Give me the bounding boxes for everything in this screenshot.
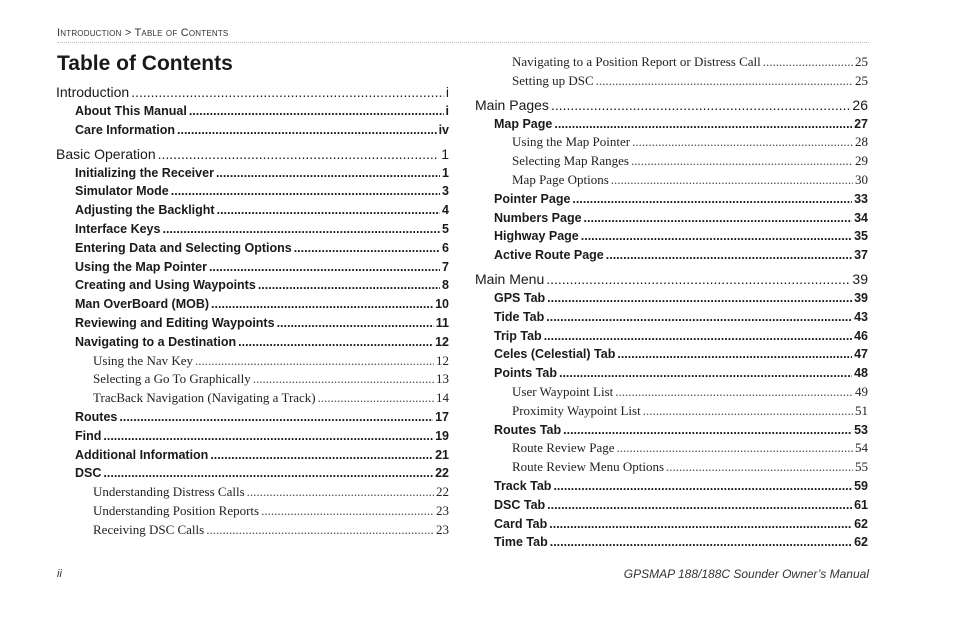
- dot-leader: [554, 115, 852, 134]
- toc-page-number: 62: [854, 535, 868, 550]
- dot-leader: [572, 190, 852, 209]
- toc-page-number: 22: [435, 466, 449, 481]
- toc-entry[interactable]: [56, 102, 449, 121]
- toc-entry[interactable]: [56, 314, 449, 333]
- toc-entry-label: Main Menu: [475, 270, 545, 287]
- toc-page-number: 49: [855, 383, 868, 399]
- toc-entry-label: Track Tab: [494, 478, 552, 493]
- toc-entry-label: Find: [75, 428, 102, 443]
- toc-page-number: 22: [436, 484, 449, 500]
- toc-entry-label: Numbers Page: [494, 210, 582, 225]
- toc-entry[interactable]: [56, 121, 449, 140]
- dot-leader: [544, 327, 852, 346]
- dot-leader: [632, 133, 853, 152]
- toc-subentry[interactable]: [56, 352, 449, 371]
- toc-entry-label: Man OverBoard (MOB): [75, 297, 210, 312]
- dot-leader: [666, 458, 853, 477]
- toc-entry-label: Active Route Page: [494, 248, 604, 263]
- dot-leader: [216, 164, 440, 183]
- dot-leader: [258, 276, 440, 295]
- breadcrumb: Introduction > Table of Contents: [57, 27, 229, 39]
- toc-left-column: [56, 83, 449, 540]
- toc-subentry[interactable]: [475, 133, 868, 152]
- dot-leader: [617, 345, 852, 364]
- toc-entry-label: Using the Map Pointer: [512, 134, 631, 150]
- toc-entry-label: Pointer Page: [494, 191, 571, 206]
- dot-leader: [119, 408, 433, 427]
- toc-entry-label: Additional Information: [75, 447, 209, 462]
- toc-subentry[interactable]: [475, 152, 868, 171]
- toc-entry[interactable]: [475, 477, 868, 496]
- toc-entry-label: Using the Nav Key: [93, 352, 194, 368]
- toc-entry[interactable]: [475, 327, 868, 346]
- toc-page-number: 13: [436, 371, 449, 387]
- toc-subentry[interactable]: [56, 502, 449, 521]
- dot-leader: [643, 402, 853, 421]
- dot-leader: [547, 496, 852, 515]
- toc-page-number: 53: [854, 422, 868, 437]
- toc-entry[interactable]: [475, 227, 868, 246]
- toc-page-number: 21: [435, 447, 449, 462]
- toc-entry-label: Main Pages: [475, 96, 549, 113]
- toc-subentry[interactable]: [56, 483, 449, 502]
- toc-page-number: 46: [854, 328, 868, 343]
- toc-entry[interactable]: [56, 182, 449, 201]
- toc-entry-label: Introduction: [56, 84, 130, 100]
- toc-page-number: 55: [855, 459, 868, 475]
- toc-entry[interactable]: [56, 201, 449, 220]
- toc-entry[interactable]: [475, 209, 868, 228]
- toc-page-number: 33: [854, 191, 868, 206]
- toc-page-number: 5: [442, 221, 449, 236]
- toc-subentry[interactable]: [475, 171, 868, 190]
- dot-leader: [615, 383, 853, 402]
- toc-entry-label: Route Review Page: [512, 440, 615, 456]
- toc-page-number: 3: [442, 184, 449, 199]
- toc-entry-label: Map Page: [494, 116, 553, 131]
- toc-entry-label: Setting up DSC: [512, 72, 594, 88]
- toc-entry-label: Selecting a Go To Graphically: [93, 371, 251, 387]
- dot-leader: [195, 352, 434, 371]
- toc-entry-label: Navigating to a Position Report or Distress Call: [512, 54, 761, 69]
- dot-leader: [547, 289, 852, 308]
- toc-page-number: 61: [854, 497, 868, 512]
- toc-entry-label: Proximity Waypoint List: [512, 402, 641, 418]
- toc-subentry[interactable]: [475, 458, 868, 477]
- toc-page-number: 30: [855, 171, 868, 187]
- toc-page-number: 17: [435, 409, 449, 424]
- toc-entry-label: Time Tab: [494, 535, 548, 550]
- dot-leader: [294, 239, 440, 258]
- toc-subentry[interactable]: [475, 53, 868, 72]
- toc-entry-label: Celes (Celestial) Tab: [494, 347, 616, 362]
- toc-entry[interactable]: [475, 421, 868, 440]
- dot-leader: [261, 502, 434, 521]
- toc-entry[interactable]: [56, 427, 449, 446]
- toc-page-number: 34: [854, 210, 868, 225]
- page-number: ii: [57, 568, 62, 580]
- toc-subentry[interactable]: [475, 72, 868, 91]
- toc-entry-label: Map Page Options: [512, 171, 609, 187]
- toc-subentry[interactable]: [56, 389, 449, 408]
- dot-leader: [546, 270, 850, 289]
- dot-leader: [210, 446, 433, 465]
- toc-page-number: 51: [855, 402, 868, 418]
- dot-leader: [277, 314, 434, 333]
- toc-page-number: iv: [438, 122, 449, 137]
- toc-entry-label: GPS Tab: [494, 290, 546, 305]
- toc-right-column: [475, 53, 868, 552]
- toc-entry[interactable]: [56, 164, 449, 183]
- dot-leader: [131, 83, 444, 102]
- toc-entry-label: Card Tab: [494, 516, 548, 531]
- dot-leader: [581, 227, 852, 246]
- dot-leader: [103, 464, 433, 483]
- toc-entry-label: Understanding Position Reports: [93, 502, 260, 518]
- dot-leader: [617, 439, 853, 458]
- toc-entry[interactable]: [56, 446, 449, 465]
- toc-entry-label: TracBack Navigation (Navigating a Track): [93, 390, 316, 406]
- toc-entry-label: Trip Tab: [494, 328, 542, 343]
- manual-title: GPSMAP 188/188C Sounder Owner’s Manual: [623, 567, 869, 581]
- toc-page-number: 1: [441, 145, 449, 162]
- toc-entry[interactable]: [475, 515, 868, 534]
- dot-leader: [546, 308, 852, 327]
- toc-subentry[interactable]: [56, 521, 449, 540]
- toc-page-number: 12: [435, 334, 449, 349]
- dot-leader: [559, 364, 852, 383]
- toc-page-number: i: [445, 84, 449, 100]
- toc-entry[interactable]: [56, 239, 449, 258]
- page-title: Table of Contents: [57, 52, 233, 75]
- toc-entry[interactable]: [56, 258, 449, 277]
- toc-page-number: 29: [855, 153, 868, 169]
- toc-page-number: 23: [436, 502, 449, 518]
- toc-page-number: 10: [435, 297, 449, 312]
- toc-page-number: 59: [854, 478, 868, 493]
- toc-page-number: 1: [442, 165, 449, 180]
- toc-page-number: 62: [854, 516, 868, 531]
- toc-page-number: 14: [436, 390, 449, 406]
- toc-page-number: 19: [435, 428, 449, 443]
- dot-leader: [549, 515, 852, 534]
- toc-entry[interactable]: [56, 464, 449, 483]
- toc-page-number: 27: [854, 116, 868, 131]
- dot-leader: [253, 370, 434, 389]
- toc-entry-label: About This Manual: [75, 104, 187, 118]
- toc-entry-label: Simulator Mode: [75, 184, 169, 199]
- toc-page-number: 6: [442, 240, 449, 255]
- toc-entry-label: Routes: [75, 409, 118, 424]
- toc-page-number: 11: [435, 315, 449, 330]
- dot-leader: [209, 258, 440, 277]
- toc-entry[interactable]: [475, 246, 868, 265]
- toc-page-number: 35: [854, 229, 868, 244]
- toc-entry[interactable]: [475, 345, 868, 364]
- toc-entry[interactable]: [475, 533, 868, 552]
- toc-entry[interactable]: [475, 364, 868, 383]
- dot-leader: [606, 246, 852, 265]
- toc-page-number: 25: [855, 54, 868, 69]
- toc-section-entry[interactable]: [56, 145, 449, 164]
- toc-entry-label: Points Tab: [494, 366, 557, 381]
- toc-entry-label: Receiving DSC Calls: [93, 521, 205, 537]
- toc-entry-label: Care Information: [75, 122, 176, 137]
- dot-leader: [158, 145, 440, 164]
- toc-entry-label: Interface Keys: [75, 221, 161, 236]
- dot-leader: [318, 389, 434, 408]
- toc-entry-label: Navigating to a Destination: [75, 334, 237, 349]
- toc-page-number: i: [445, 104, 449, 118]
- dot-leader: [550, 533, 852, 552]
- toc-entry-label: Reviewing and Editing Waypoints: [75, 315, 275, 330]
- toc-page-number: 12: [436, 352, 449, 368]
- toc-entry-label: Basic Operation: [56, 145, 156, 162]
- toc-entry-label: Route Review Menu Options: [512, 459, 665, 475]
- dot-leader: [177, 121, 437, 140]
- toc-entry-label: Tide Tab: [494, 309, 545, 324]
- dot-leader: [162, 220, 440, 239]
- dot-leader: [551, 96, 850, 115]
- toc-entry[interactable]: [56, 333, 449, 352]
- dot-leader: [211, 295, 433, 314]
- toc-section-entry[interactable]: [475, 96, 868, 115]
- toc-entry[interactable]: [475, 308, 868, 327]
- toc-page-number: 4: [442, 203, 449, 218]
- toc-entry[interactable]: [475, 115, 868, 134]
- toc-subentry[interactable]: [475, 402, 868, 421]
- toc-entry[interactable]: [475, 496, 868, 515]
- toc-subentry[interactable]: [56, 370, 449, 389]
- dot-leader: [611, 171, 853, 190]
- toc-page-number: 25: [855, 72, 868, 88]
- dot-leader: [596, 72, 853, 91]
- header-divider: [57, 42, 869, 43]
- toc-entry-label: Adjusting the Backlight: [75, 203, 215, 218]
- dot-leader: [553, 477, 852, 496]
- dot-leader: [763, 53, 853, 72]
- toc-entry-label: Initializing the Receiver: [75, 165, 214, 180]
- toc-subentry[interactable]: [475, 439, 868, 458]
- toc-page-number: 39: [854, 290, 868, 305]
- toc-page-number: 37: [854, 248, 868, 263]
- toc-entry[interactable]: [56, 220, 449, 239]
- toc-entry[interactable]: [56, 295, 449, 314]
- toc-page-number: 8: [442, 278, 449, 293]
- toc-entry-label: DSC Tab: [494, 497, 546, 512]
- dot-leader: [631, 152, 853, 171]
- toc-entry-label: DSC: [75, 466, 102, 481]
- dot-leader: [217, 201, 440, 220]
- toc-page-number: 28: [855, 134, 868, 150]
- toc-entry-label: Highway Page: [494, 229, 579, 244]
- dot-leader: [206, 521, 434, 540]
- toc-page-number: 43: [854, 309, 868, 324]
- toc-entry-label: Creating and Using Waypoints: [75, 278, 256, 293]
- dot-leader: [189, 102, 444, 121]
- dot-leader: [247, 483, 434, 502]
- toc-entry-label: Selecting Map Ranges: [512, 153, 629, 169]
- toc-entry[interactable]: [56, 276, 449, 295]
- toc-page-number: 7: [442, 259, 449, 274]
- toc-entry-label: Using the Map Pointer: [75, 259, 207, 274]
- toc-page-number: 39: [852, 270, 868, 287]
- toc-entry[interactable]: [475, 289, 868, 308]
- dot-leader: [563, 421, 852, 440]
- toc-page-number: 48: [854, 366, 868, 381]
- toc-entry-label: Routes Tab: [494, 422, 562, 437]
- toc-entry[interactable]: [475, 190, 868, 209]
- toc-page-number: 47: [854, 347, 868, 362]
- toc-entry-label: Understanding Distress Calls: [93, 484, 245, 500]
- toc-page-number: 26: [852, 96, 868, 113]
- toc-section-entry[interactable]: [475, 270, 868, 289]
- toc-subentry[interactable]: [475, 383, 868, 402]
- dot-leader: [238, 333, 433, 352]
- toc-page-number: 54: [855, 440, 868, 456]
- toc-entry-label: User Waypoint List: [512, 383, 614, 399]
- toc-entry[interactable]: [56, 408, 449, 427]
- toc-page-number: 23: [436, 521, 449, 537]
- dot-leader: [584, 209, 853, 228]
- toc-section-entry[interactable]: [56, 83, 449, 102]
- dot-leader: [171, 182, 440, 201]
- toc-entry-label: Entering Data and Selecting Options: [75, 240, 292, 255]
- dot-leader: [103, 427, 433, 446]
